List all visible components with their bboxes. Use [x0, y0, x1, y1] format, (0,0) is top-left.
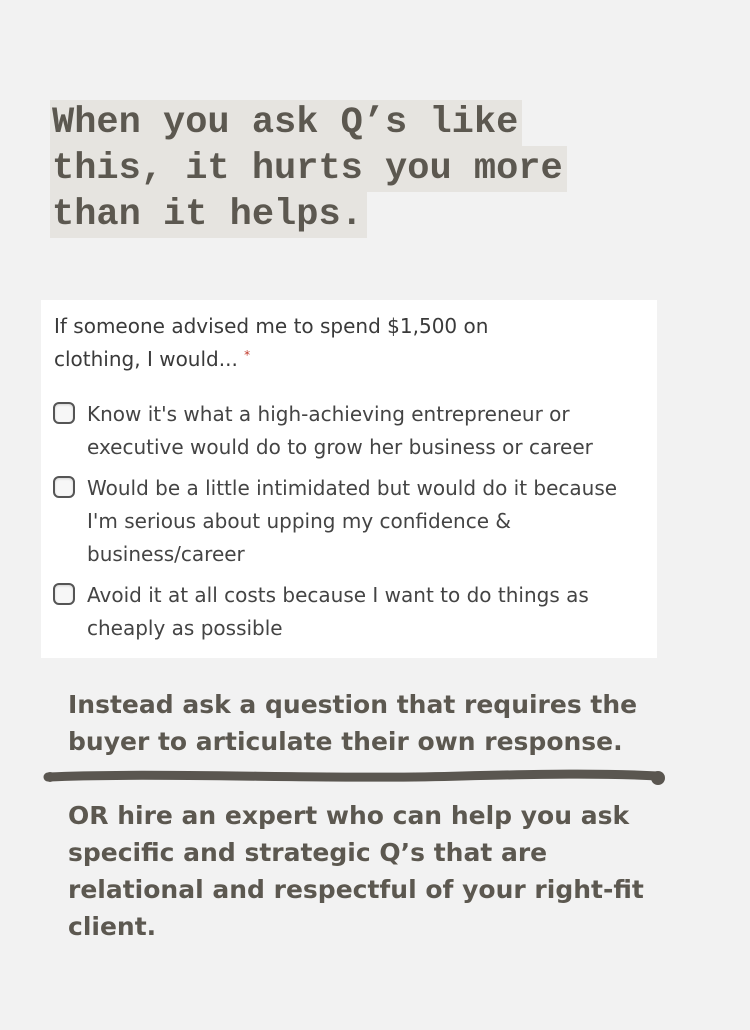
option-3-label: Avoid it at all costs because I want to do things as cheaply as possible: [87, 583, 589, 640]
option-1[interactable]: [53, 398, 643, 464]
required-marker: *: [244, 348, 251, 362]
headline-line-3: than it helps.: [50, 192, 367, 238]
option-1-label: Know it's what a high-achieving entrepreneur or executive would do to grow her business or career: [87, 402, 593, 459]
checkbox-option-1[interactable]: [53, 402, 75, 424]
form-question-card: [41, 300, 657, 658]
instead-text: Instead ask a question that requires the buyer to articulate their own response.: [68, 690, 638, 756]
question-label: [54, 310, 554, 376]
option-2-label: Would be a little intimidated but would do it because I'm serious about upping my confidence & business/career: [87, 476, 618, 566]
alternative-text: OR hire an expert who can help you ask specific and strategic Q’s that are relational and respectful of your right-fit client.: [68, 801, 644, 941]
checkbox-option-3[interactable]: [53, 583, 75, 605]
headline-line-2: this, it hurts you more: [50, 146, 567, 192]
option-3[interactable]: [53, 579, 643, 645]
headline: [50, 100, 650, 238]
hand-drawn-divider: [42, 768, 666, 786]
option-2[interactable]: [53, 472, 643, 571]
headline-line-1: When you ask Q’s like: [50, 100, 522, 146]
question-text: If someone advised me to spend $1,500 on clothing, I would...: [54, 314, 489, 371]
checkbox-option-2[interactable]: [53, 476, 75, 498]
